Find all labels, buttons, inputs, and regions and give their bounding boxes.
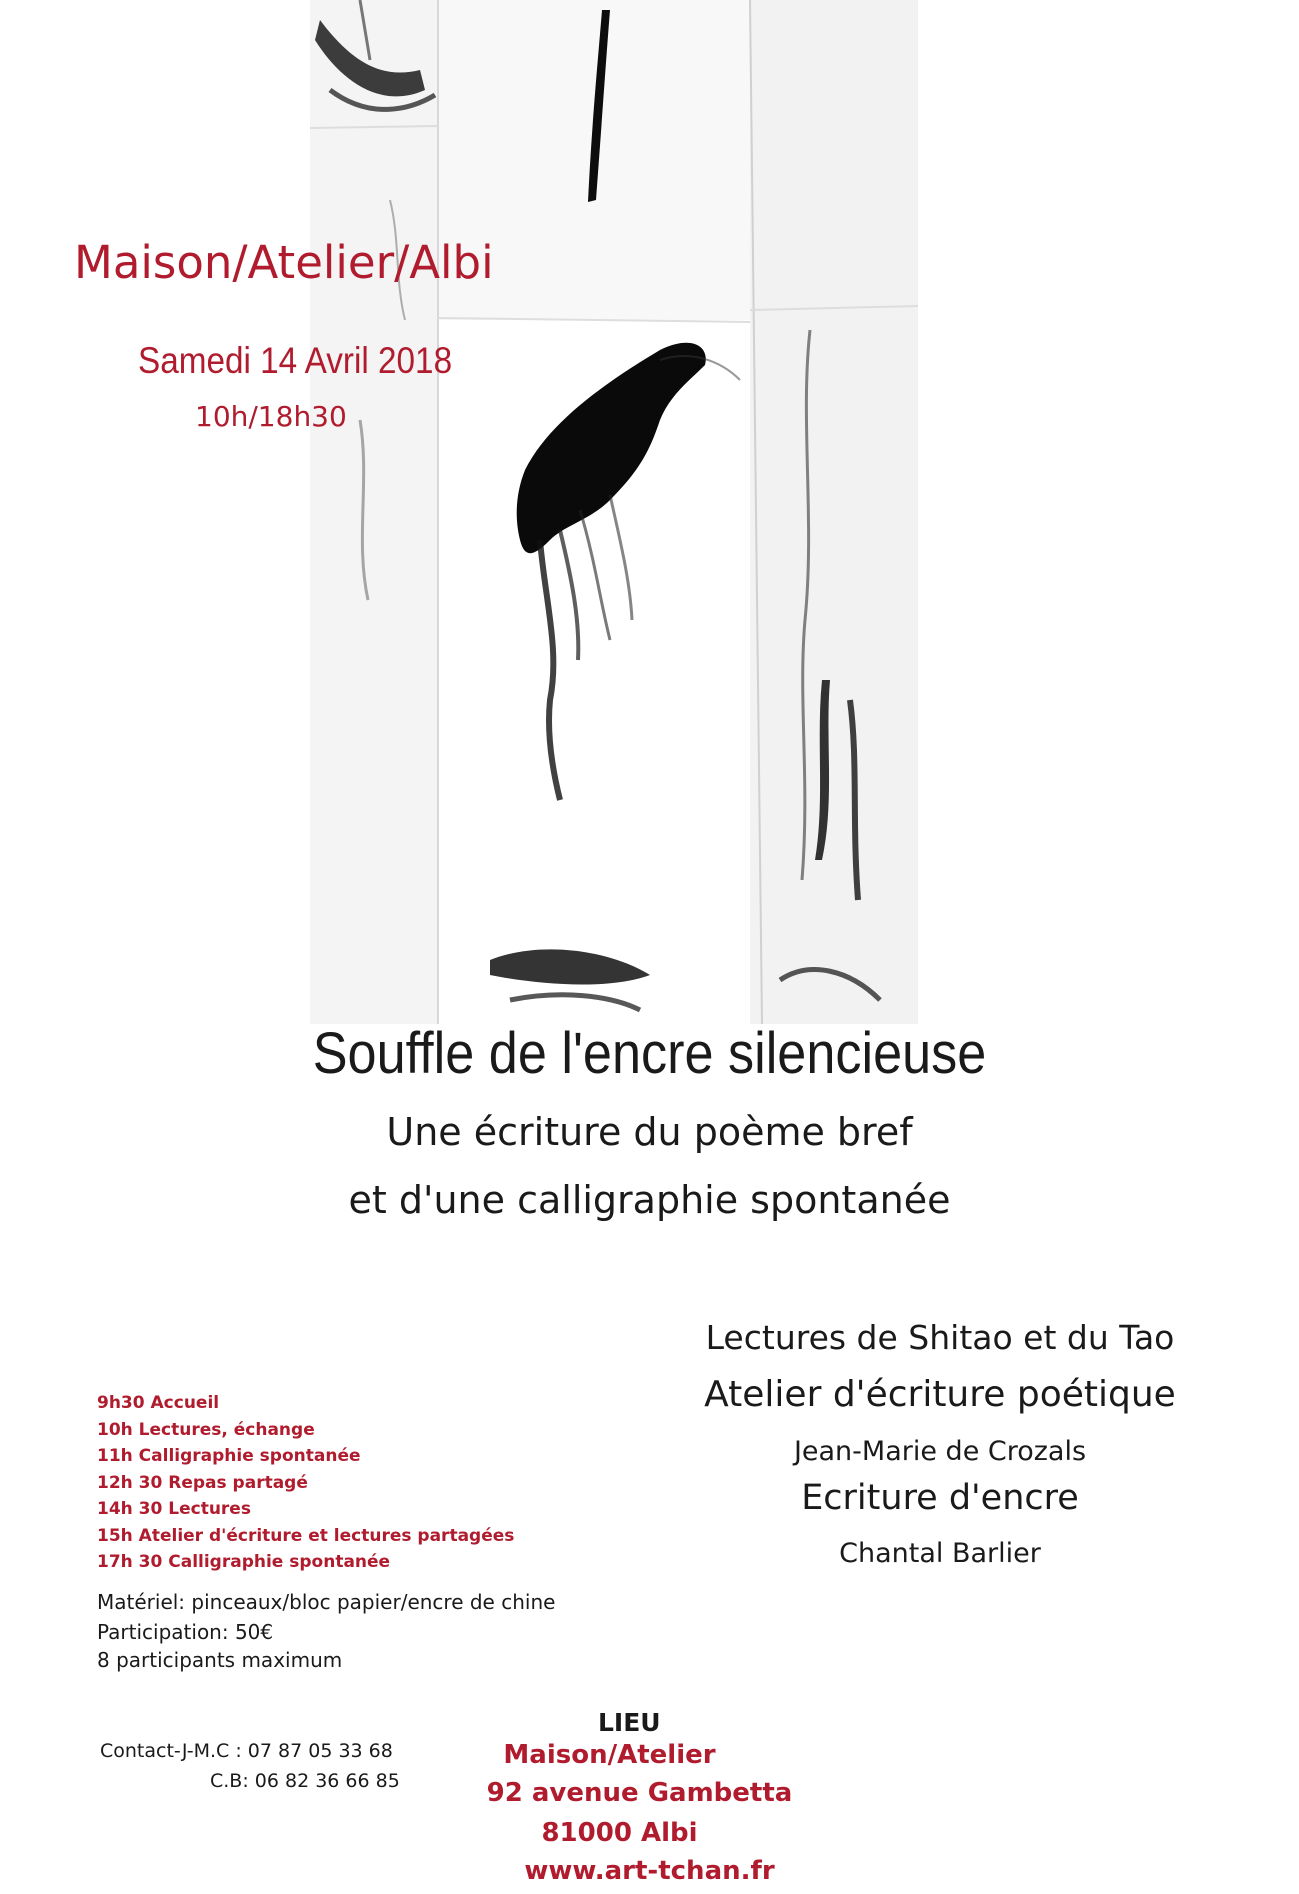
schedule-item: 17h 30 Calligraphie spontanée bbox=[97, 1552, 391, 1572]
program-person-1: Jean-Marie de Crozals bbox=[793, 1436, 1087, 1467]
subtitle-line-2: et d'une calligraphie spontanée bbox=[348, 1178, 951, 1222]
schedule-item: 10h Lectures, échange bbox=[97, 1419, 315, 1440]
website-link[interactable]: www.art-tchan.fr bbox=[524, 1856, 775, 1886]
location-label: LIEU bbox=[598, 1708, 661, 1737]
schedule-item: 12h 30 Repas partagé bbox=[97, 1472, 308, 1493]
schedule-item: 15h Atelier d'écriture et lectures partagées bbox=[97, 1525, 515, 1546]
event-hours: 10h/18h30 bbox=[195, 400, 347, 433]
program-workshop: Atelier d'écriture poétique bbox=[704, 1374, 1176, 1415]
subtitle-line-1: Une écriture du poème bref bbox=[386, 1110, 913, 1154]
contact-phone-2: C.B: 06 82 36 66 85 bbox=[210, 1770, 400, 1792]
program-person-2: Chantal Barlier bbox=[839, 1538, 1041, 1569]
capacity-info: 8 participants maximum bbox=[97, 1648, 343, 1672]
schedule-list bbox=[97, 1390, 514, 1576]
participation-fee: Participation: 50€ bbox=[97, 1620, 274, 1644]
program-ink-writing: Ecriture d'encre bbox=[801, 1478, 1079, 1518]
event-date: Samedi 14 Avril 2018 bbox=[138, 340, 453, 381]
page-title: Souffle de l'encre silencieuse bbox=[312, 1021, 987, 1086]
schedule-item: 14h 30 Lectures bbox=[97, 1499, 251, 1519]
venue-heading: Maison/Atelier/Albi bbox=[74, 236, 494, 289]
ink-calligraphy-artwork bbox=[310, 0, 918, 1024]
contact-phone-1: Contact-J-M.C : 07 87 05 33 68 bbox=[100, 1740, 393, 1762]
location-street: 92 avenue Gambetta bbox=[486, 1778, 793, 1808]
materials-info: Matériel: pinceaux/bloc papier/encre de chine bbox=[97, 1590, 556, 1614]
program-readings: Lectures de Shitao et du Tao bbox=[705, 1318, 1175, 1357]
schedule-item: 11h Calligraphie spontanée bbox=[97, 1446, 361, 1466]
location-name: Maison/Atelier bbox=[503, 1740, 716, 1770]
schedule-item: 9h30 Accueil bbox=[97, 1393, 220, 1413]
location-city: 81000 Albi bbox=[541, 1818, 698, 1848]
